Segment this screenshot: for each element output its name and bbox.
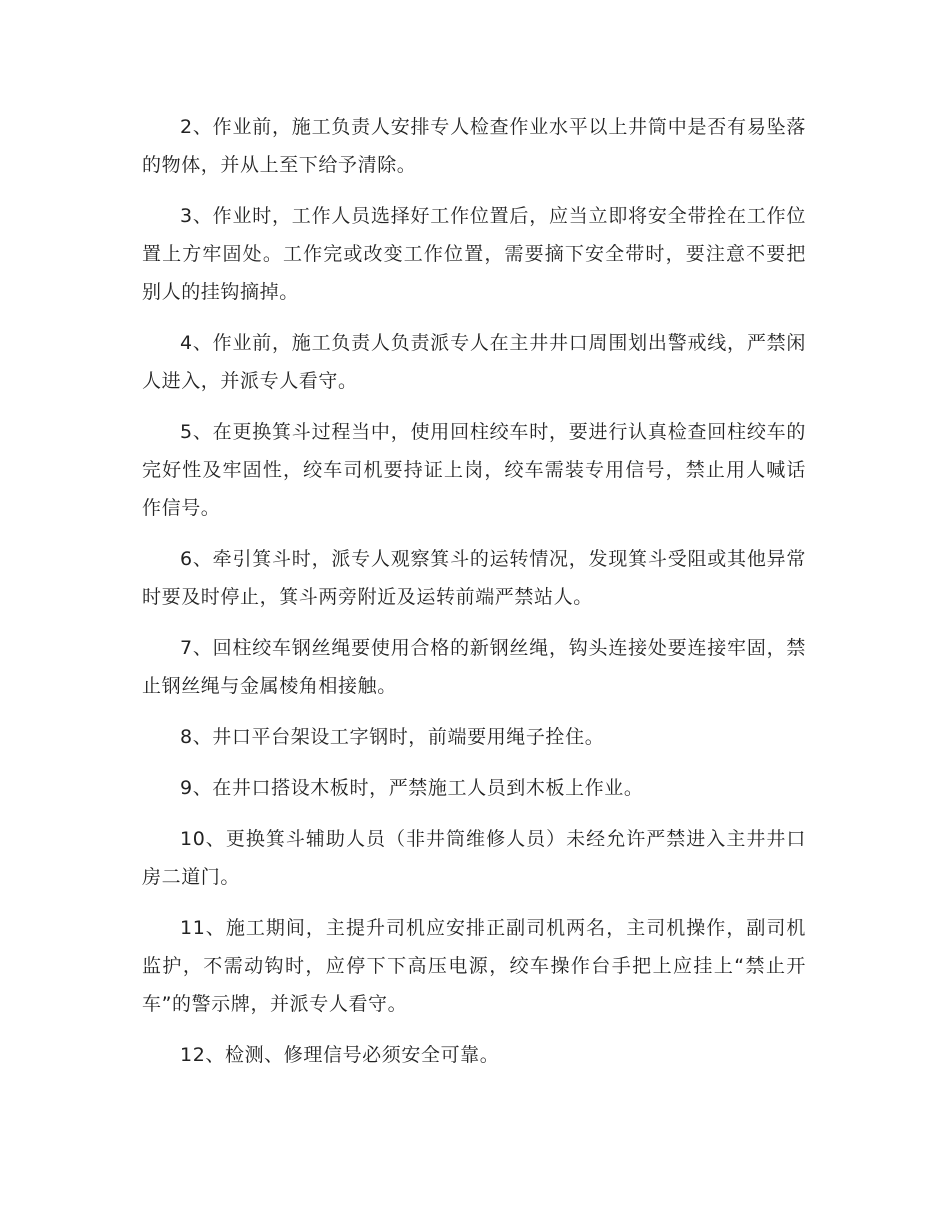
paragraph-item-12: 12、检测、修理信号必须安全可靠。 bbox=[180, 1044, 500, 1066]
paragraph-item-11: 11、施工期间，主提升司机应安排正副司机两名，主司机操作，副司机监护，不需动钩时，应停下下高压电源，绞车操作台手把上应挂上“禁止开车”的警示牌，并派专人看守。 bbox=[142, 917, 806, 1015]
paragraph-item-6: 6、牵引箕斗时，派专人观察箕斗的运转情况，发现箕斗受阻或其他异常时要及时停止，箕斗两旁附近及运转前端严禁站人。 bbox=[142, 548, 806, 608]
paragraph-item-8: 8、井口平台架设工字钢时，前端要用绳子拴住。 bbox=[180, 726, 605, 748]
paragraph-item-9: 9、在井口搭设木板时，严禁施工人员到木板上作业。 bbox=[180, 777, 644, 799]
paragraph-item-5: 5、在更换箕斗过程当中，使用回柱绞车时，要进行认真检查回柱绞车的完好性及牢固性，绞车司机要持证上岗，绞车需装专用信号，禁止用人喊话作信号。 bbox=[142, 421, 806, 519]
paragraph-item-4: 4、作业前，施工负责人负责派专人在主井井口周围划出警戒线，严禁闲人进入，并派专人看守。 bbox=[142, 332, 806, 392]
document-body bbox=[142, 108, 806, 1087]
paragraph-item-3: 3、作业时，工作人员选择好工作位置后，应当立即将安全带拴在工作位置上方牢固处。工作完或改变工作位置，需要摘下安全带时，要注意不要把别人的挂钩摘掉。 bbox=[142, 205, 806, 303]
paragraph-item-7: 7、回柱绞车钢丝绳要使用合格的新钢丝绳，钩头连接处要连接牢固，禁止钢丝绳与金属棱角相接触。 bbox=[142, 637, 806, 697]
paragraph-item-2: 2、作业前，施工负责人安排专人检查作业水平以上井筒中是否有易坠落的物体，并从上至下给予清除。 bbox=[142, 116, 806, 176]
paragraph-item-10: 10、更换箕斗辅助人员（非井筒维修人员）未经允许严禁进入主井井口房二道门。 bbox=[142, 828, 806, 888]
